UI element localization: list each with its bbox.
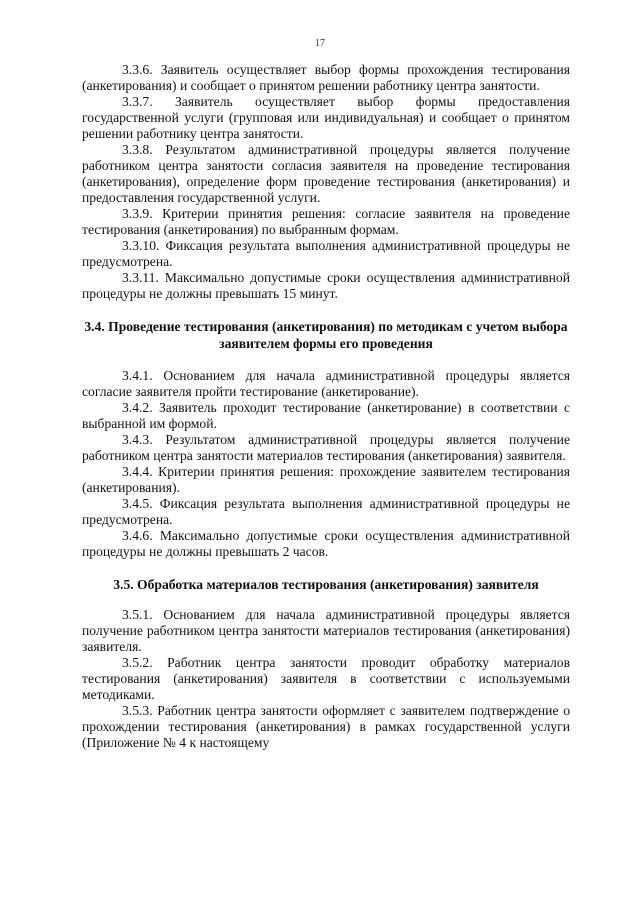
- spacer: [82, 593, 570, 607]
- paragraph-3-4-6: 3.4.6. Максимально допустимые сроки осуществления административной процедуры не должны превышать 2 часов.: [82, 528, 570, 559]
- paragraph-3-5-2: 3.5.2. Работник центра занятости проводит обработку материалов тестирования (анкетирования) заявителя в соответствии с используемыми методиками.: [82, 655, 570, 702]
- paragraph-3-4-1: 3.4.1. Основанием для начала административной процедуры является согласие заявителя пройти тестирование (анкетирование).: [82, 368, 570, 399]
- document-content: [82, 62, 570, 751]
- paragraph-3-5-3: 3.5.3. Работник центра занятости оформляет с заявителем подтверждение о прохождении тестирования (анкетирования) в рамках государственной услуги (Приложение № 4 к настоящему: [82, 703, 570, 750]
- paragraph-3-5-1: 3.5.1. Основанием для начала административной процедуры является получение работником центра занятости материалов тестирования (анкетирования) заявителя.: [82, 607, 570, 654]
- paragraph-3-3-10: 3.3.10. Фиксация результата выполнения административной процедуры не предусмотрена.: [82, 238, 570, 269]
- section-3-4-heading: 3.4. Проведение тестирования (анкетирования) по методикам с учетом выбора заявителем формы его проведения: [84, 319, 568, 351]
- paragraph-3-3-6: 3.3.6. Заявитель осуществляет выбор формы прохождения тестирования (анкетирования) и сообщает о принятом решении работнику центра занятости.: [82, 62, 570, 93]
- section-3-5-heading: 3.5. Обработка материалов тестирования (анкетирования) заявителя: [113, 577, 539, 592]
- page-number: 17: [315, 38, 325, 49]
- paragraph-3-4-5: 3.4.5. Фиксация результата выполнения административной процедуры не предусмотрена.: [82, 496, 570, 527]
- paragraph-3-3-8: 3.3.8. Результатом административной процедуры является получение работником центра занятости согласия заявителя на проведение тестирования (анкетирования), определение форм проведение тестирования (анкетирования) и предоставления государственной услуги.: [82, 142, 570, 205]
- spacer: [82, 302, 570, 318]
- spacer: [82, 352, 570, 368]
- paragraph-3-4-2: 3.4.2. Заявитель проходит тестирование (анкетирование) в соответствии с выбранной им формой.: [82, 400, 570, 431]
- paragraph-3-3-7: 3.3.7. Заявитель осуществляет выбор формы предоставления государственной услуги (групповая или индивидуальная) и сообщает о принятом решении работнику центра занятости.: [82, 94, 570, 141]
- spacer: [82, 560, 570, 576]
- paragraph-3-4-4: 3.4.4. Критерии принятия решения: прохождение заявителем тестирования (анкетирования).: [82, 464, 570, 495]
- paragraph-3-4-3: 3.4.3. Результатом административной процедуры является получение работником центра занятости материалов тестирования (анкетирования) заявителя.: [82, 432, 570, 463]
- paragraph-3-3-11: 3.3.11. Максимально допустимые сроки осуществления административной процедуры не должны превышать 15 минут.: [82, 270, 570, 301]
- paragraph-3-3-9: 3.3.9. Критерии принятия решения: согласие заявителя на проведение тестирования (анкетирования) по выбранным формам.: [82, 206, 570, 237]
